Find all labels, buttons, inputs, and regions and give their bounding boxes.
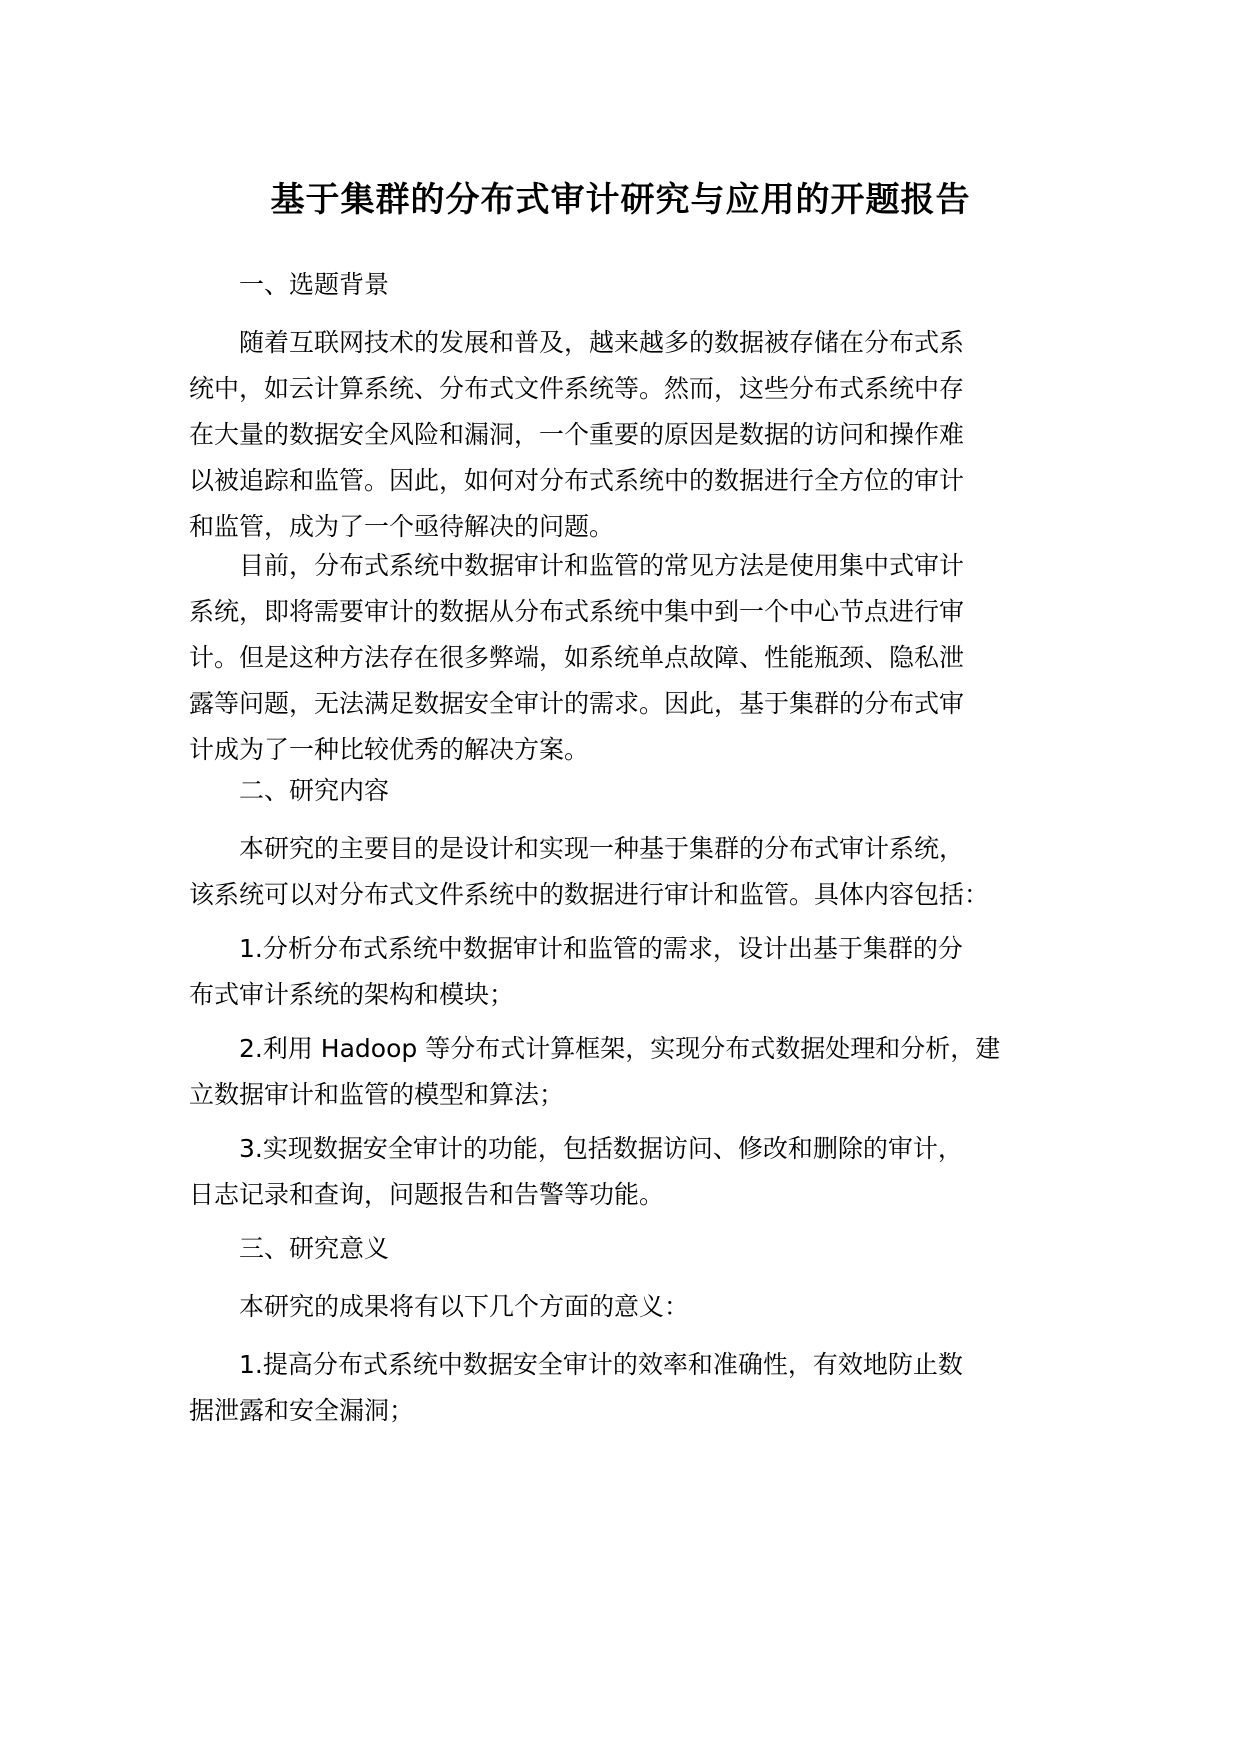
paragraph-line: 2.利用 Hadoop 等分布式计算框架，实现分布式数据处理和分析，建 — [239, 1034, 1001, 1063]
paragraph-line: 统中，如云计算系统、分布式文件系统等。然而，这些分布式系统中存 — [189, 374, 965, 403]
list-item — [189, 1342, 1074, 1434]
heading-text: 二、研究内容 — [239, 776, 390, 805]
list-item — [189, 926, 1074, 1018]
paragraph — [189, 826, 1074, 918]
paragraph-line: 计。但是这种方法存在很多弊端，如系统单点故障、性能瓶颈、隐私泄 — [189, 643, 965, 672]
section-heading — [189, 768, 1074, 814]
paragraph-line: 布式审计系统的架构和模块； — [189, 980, 515, 1009]
paragraph-line: 3.实现数据安全审计的功能，包括数据访问、修改和删除的审计， — [239, 1134, 963, 1163]
paragraph-line: 和监管，成为了一个亟待解决的问题。 — [189, 512, 615, 541]
list-item — [189, 1026, 1074, 1118]
paragraph — [189, 1284, 1074, 1330]
paragraph-line: 本研究的主要目的是设计和实现一种基于集群的分布式审计系统， — [239, 834, 965, 863]
paragraph-line: 本研究的成果将有以下几个方面的意义： — [239, 1292, 690, 1321]
section-heading — [189, 262, 1074, 308]
paragraph — [189, 320, 1074, 550]
document-title: 基于集群的分布式审计研究与应用的开题报告 — [270, 180, 971, 220]
paragraph-line: 据泄露和安全漏洞； — [189, 1396, 415, 1425]
paragraph-line: 在大量的数据安全风险和漏洞，一个重要的原因是数据的访问和操作难 — [189, 420, 965, 449]
paragraph-line: 系统，即将需要审计的数据从分布式系统中集中到一个中心节点进行审 — [189, 597, 965, 626]
paragraph-line: 以被追踪和监管。因此，如何对分布式系统中的数据进行全方位的审计 — [189, 466, 965, 495]
paragraph-line: 1.分析分布式系统中数据审计和监管的需求，设计出基于集群的分 — [239, 934, 963, 963]
section-heading — [189, 1226, 1074, 1272]
paragraph-line: 目前，分布式系统中数据审计和监管的常见方法是使用集中式审计 — [239, 551, 965, 580]
paragraph-line: 日志记录和查询，问题报告和告警等功能。 — [189, 1180, 665, 1209]
paragraph-line: 该系统可以对分布式文件系统中的数据进行审计和监管。具体内容包括： — [189, 880, 990, 909]
paragraph-line: 计成为了一种比较优秀的解决方案。 — [189, 735, 590, 764]
paragraph-line: 随着互联网技术的发展和普及，越来越多的数据被存储在分布式系 — [239, 328, 965, 357]
heading-text: 三、研究意义 — [239, 1234, 390, 1263]
paragraph-line: 露等问题，无法满足数据安全审计的需求。因此，基于集群的分布式审 — [189, 689, 965, 718]
heading-text: 一、选题背景 — [239, 270, 390, 299]
paragraph-line: 立数据审计和监管的模型和算法； — [189, 1080, 565, 1109]
paragraph-line: 1.提高分布式系统中数据安全审计的效率和准确性，有效地防止数 — [239, 1350, 963, 1379]
paragraph — [189, 543, 1074, 773]
list-item — [189, 1126, 1074, 1218]
